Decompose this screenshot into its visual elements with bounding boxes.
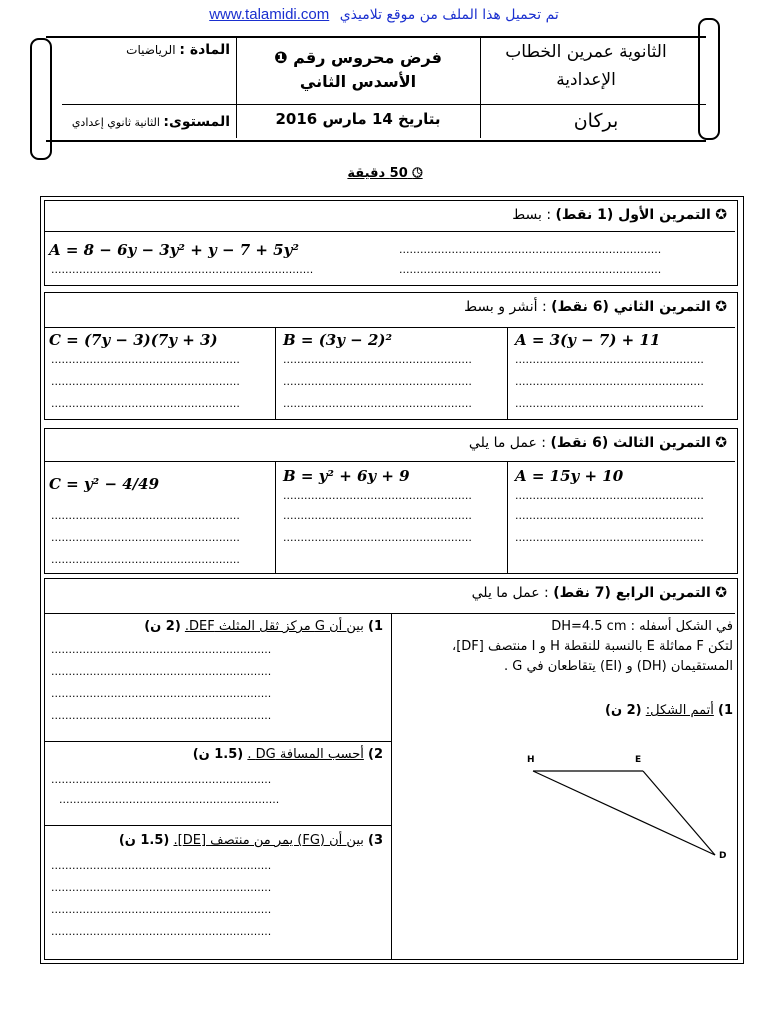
duration xyxy=(300,166,470,181)
col-divider xyxy=(507,461,508,573)
exercise-4-heading: التمرين الرابع (7 نقط) xyxy=(553,585,711,601)
exercise-3-heading: التمرين الثالث (6 نقط) xyxy=(550,435,711,451)
col-divider xyxy=(275,461,276,573)
exercise-1-heading: التمرين الأول (1 نقط) xyxy=(555,207,711,223)
answer-line[interactable]: ........................................................................... xyxy=(399,243,662,256)
bullet-icon: ✪ xyxy=(715,585,727,601)
q-points: (1.5 ن) xyxy=(192,747,244,762)
answer-line[interactable]: ...................................................... xyxy=(51,531,240,544)
q-points: (1.5 ن) xyxy=(118,833,170,848)
exercise-2-title xyxy=(464,299,727,315)
subject-label: المادة : xyxy=(179,42,230,58)
exercise-3-instruction: : عمل ما يلي xyxy=(468,435,547,451)
exercise-4 xyxy=(44,578,738,960)
answer-line[interactable]: ............................................................... xyxy=(51,687,272,700)
level xyxy=(62,114,230,130)
download-banner xyxy=(0,6,768,23)
answer-line[interactable]: ...................................................... xyxy=(51,397,240,410)
ex1-expression: A = 8 − 6y − 3y² + y − 7 + 5y² xyxy=(49,241,299,259)
q-divider xyxy=(45,825,391,826)
statement-line-2: لتكن F مماثلة E بالنسبة للنقطة H و I منتصف [DF]، xyxy=(452,639,733,654)
semester: الأسدس الثاني xyxy=(299,72,417,91)
ex4-q2 xyxy=(49,747,383,762)
q-number: 3) xyxy=(368,833,383,848)
point-h-label: H xyxy=(527,755,535,765)
duration-text: 50 دقيقة xyxy=(347,166,408,181)
answer-line[interactable]: ...................................................... xyxy=(515,531,704,544)
answer-line[interactable]: ...................................................... xyxy=(515,509,704,522)
exercise-2-divider xyxy=(45,327,735,328)
answer-line[interactable]: ............................................................... xyxy=(51,665,272,678)
scroll-left-curl xyxy=(30,38,52,160)
q-points: (2 ن) xyxy=(144,619,181,634)
answer-line[interactable]: ...................................................... xyxy=(283,509,472,522)
point-e-label: E xyxy=(635,755,642,765)
exercise-3-title xyxy=(469,435,727,451)
answer-line[interactable]: ............................................................... xyxy=(51,903,272,916)
clock-icon: 🕓︎ xyxy=(412,166,423,181)
bullet-icon: ✪ xyxy=(715,435,727,451)
ex2-cell-b: B = (3y − 2)² xyxy=(283,331,393,349)
ex3-cell-b: B = y² + 6y + 9 xyxy=(283,467,410,485)
level-value: الثانية ثانوي إعدادي xyxy=(71,116,160,129)
col-divider xyxy=(391,613,392,959)
banner-text: تم تحميل هذا الملف من موقع تلاميذي xyxy=(339,7,559,23)
answer-line[interactable]: ........................................................................... xyxy=(399,263,662,276)
site-link[interactable]: www.talamidi.com xyxy=(209,6,330,23)
q-text: أتمم الشكل: xyxy=(645,703,714,718)
exercise-4-divider xyxy=(45,613,735,614)
answer-line[interactable]: ...................................................... xyxy=(283,397,472,410)
answer-line[interactable]: ...................................................... xyxy=(515,397,704,410)
segment-ed xyxy=(643,771,715,855)
level-label: المستوى: xyxy=(163,114,230,130)
exercise-2-instruction: : أنشر و بسط xyxy=(464,299,547,315)
header-divider-2 xyxy=(480,38,481,138)
bullet-icon: ✪ xyxy=(715,299,727,315)
city: بركان xyxy=(573,110,619,132)
answer-line[interactable]: ...................................................... xyxy=(515,375,704,388)
answer-line[interactable]: ...................................................... xyxy=(515,353,704,366)
answer-line[interactable]: ...................................................... xyxy=(283,531,472,544)
answer-line[interactable]: ............................................................... xyxy=(59,793,280,806)
q-text: بين أن G مركز ثقل المثلث DEF. xyxy=(184,619,364,634)
ex2-cell-c: C = (7y − 3)(7y + 3) xyxy=(49,331,218,349)
exercise-1-instruction: : بسط xyxy=(512,207,552,223)
q-points: (2 ن) xyxy=(605,703,642,718)
exercise-1-divider xyxy=(45,231,735,232)
q-text: بين أن (FG) يمر من منتصف [DE]. xyxy=(173,833,364,848)
exercise-4-instruction: : عمل ما يلي xyxy=(471,585,549,601)
exercise-2-heading: التمرين الثاني (6 نقط) xyxy=(551,299,711,315)
exercise-4-title xyxy=(472,585,727,601)
ex3-cell-a: A = 15y + 10 xyxy=(515,467,624,485)
answer-line[interactable]: ............................................................... xyxy=(51,643,272,656)
q-text: أحسب المسافة DG . xyxy=(247,747,364,762)
answer-line[interactable]: ............................................................... xyxy=(51,881,272,894)
ex4-q1 xyxy=(49,619,383,634)
q-number: 2) xyxy=(368,747,383,762)
school-name xyxy=(486,42,686,90)
exercise-1-title xyxy=(512,207,727,223)
header-row-divider xyxy=(62,104,706,105)
ex4-complete-question xyxy=(397,703,733,718)
answer-line[interactable]: ...................................................... xyxy=(51,553,240,566)
segment-hd xyxy=(533,771,715,855)
triangle-figure xyxy=(515,757,735,867)
q-number: 1) xyxy=(368,619,383,634)
answer-line[interactable]: ...................................................... xyxy=(283,375,472,388)
point-d-label: D xyxy=(719,851,727,861)
ex2-cell-a: A = 3(y − 7) + 11 xyxy=(515,331,661,349)
q-divider xyxy=(45,741,391,742)
school-line-2: الإعدادية xyxy=(556,70,616,90)
col-divider xyxy=(507,327,508,419)
bullet-icon: ✪ xyxy=(715,207,727,223)
exercise-3 xyxy=(44,428,738,574)
answer-line[interactable]: ............................................................... xyxy=(51,709,272,722)
ex4-q3 xyxy=(49,833,383,848)
answer-line[interactable]: ...................................................... xyxy=(515,489,704,502)
answer-line[interactable]: ...................................................... xyxy=(51,375,240,388)
ex4-statement xyxy=(397,617,733,677)
answer-line[interactable]: ............................................................... xyxy=(51,859,272,872)
col-divider xyxy=(275,327,276,419)
answer-line[interactable]: ...................................................... xyxy=(51,353,240,366)
answer-line[interactable]: ........................................................................... xyxy=(51,263,314,276)
statement-line-3: المستقيمان (DH) و (EI) يتقاطعان في G . xyxy=(504,659,733,674)
ex3-cell-c: C = y² − 4/49 xyxy=(49,475,160,493)
answer-line[interactable]: ...................................................... xyxy=(51,509,240,522)
exercise-1 xyxy=(44,200,738,286)
school-line-1: الثانوية عمرين الخطاب xyxy=(505,42,667,62)
subject-value: الرياضيات xyxy=(126,43,176,57)
q-number: 1) xyxy=(718,703,733,718)
exercise-2 xyxy=(44,292,738,420)
answer-line[interactable]: ............................................................... xyxy=(51,925,272,938)
test-date: بتاريخ 14 مارس 2016 xyxy=(275,110,441,128)
answer-line[interactable]: ...................................................... xyxy=(283,489,472,502)
statement-line-1: في الشكل أسفله : DH=4.5 cm xyxy=(551,619,733,634)
header-divider-1 xyxy=(236,38,237,138)
exercise-3-divider xyxy=(45,461,735,462)
test-title: فرض محروس رقم ❶ xyxy=(274,48,442,67)
answer-line[interactable]: ............................................................... xyxy=(51,773,272,786)
subject xyxy=(62,42,230,58)
answer-line[interactable]: ...................................................... xyxy=(283,353,472,366)
